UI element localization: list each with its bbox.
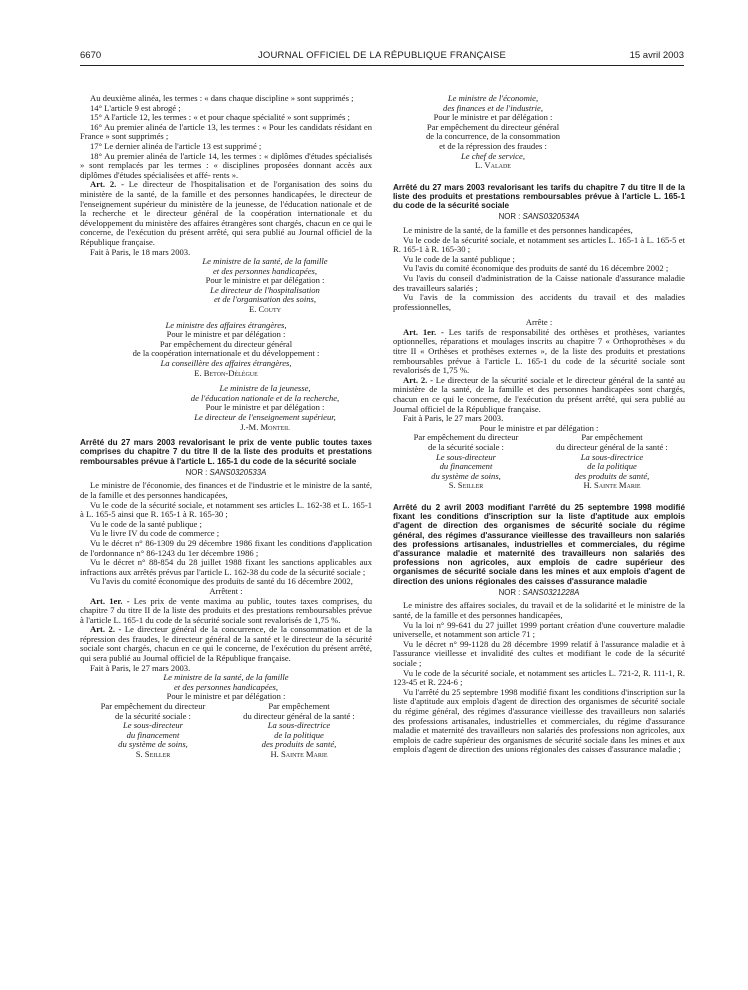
signatory-name: L. Valade (475, 160, 511, 171)
fait-a-paris: Fait à Paris, le 27 mars 2003. (403, 413, 504, 424)
signature-line: Le ministre de la santé, de la famille (163, 672, 289, 683)
paragraph: Vu le code de la sécurité sociale, et notamment ses articles L. 165-1 à L. 165-5 et R. 165-1 à R. 165-30 ; (393, 234, 685, 255)
signature-line: Par empêchement du directeur (413, 432, 519, 443)
signature-line: Pour le ministre et par délégation : (166, 691, 286, 702)
signature-line: Pour le ministre et par délégation : (166, 329, 286, 340)
signature-line: de la sécurité sociale : (115, 710, 191, 721)
decree-title: Arrêté du 27 mars 2003 revalorisant le prix de vente public toutes taxes comprises du chapitre 7 du titre II de la liste des produits et prestations remboursables prévue à l'article L. 165-1 du code de la sécurité sociale (80, 438, 372, 466)
signatory-name: J.-M. Monteil (240, 421, 290, 432)
paragraph: Vu le code de la santé publique ; (90, 518, 202, 529)
header-rule (80, 65, 684, 66)
article-label: Art. 2. - (90, 179, 124, 190)
paragraph: Vu l'avis du conseil d'administration de la Caisse nationale d'assurance maladie des travailleurs salariés ; (393, 272, 685, 293)
paragraph: Le ministre de l'économie, des finances et de l'industrie et le ministre de la santé, de la famille et des personnes handicapées, (80, 480, 372, 500)
signature-block-sante (80, 257, 372, 315)
paragraph: 18° Au premier alinéa de l'article 14, les termes : « diplômes d'études spécialisés » sont remplacés par les termes : « disciplines proposées donnant accès aux diplômes d'études spécialisées et affé- rents ». (80, 150, 372, 180)
dual-signature (393, 433, 685, 491)
paragraph: Vu le code de la sécurité sociale, et notamment ses articles L. 162-38 et L. 165-1 à L. 165-5 ainsi que R. 165-1 à R. 165-30 ; (80, 499, 372, 520)
signature-left (393, 433, 539, 491)
signature-line: Le ministre de la jeunesse, (219, 383, 311, 394)
fait-a-paris: Fait à Paris, le 18 mars 2003. (90, 246, 191, 257)
paragraph: Vu le code de la santé publique ; (403, 253, 515, 264)
signature-right (226, 702, 372, 760)
signature-line: du directeur général de la santé : (556, 442, 668, 453)
signature-line: Pour le ministre et par délégation : (433, 112, 553, 123)
signature-block-affaires-etrangeres (80, 321, 372, 379)
signatory-name: H. Sainte Marie (270, 749, 328, 760)
signature-line: du financement (439, 461, 493, 472)
paragraph: 14° L'article 9 est abrogé ; (90, 102, 181, 113)
fait-a-paris: Fait à Paris, le 27 mars 2003. (90, 662, 191, 673)
paragraph: 16° Au premier alinéa de l'article 13, les termes : « Pour les candidats résidant en France » sont supprimés ; (80, 121, 372, 142)
signature-line: Par empêchement (581, 432, 643, 443)
signature-line: du système de soins, (118, 739, 188, 750)
signature-line: Pour le ministre et par délégation : (479, 422, 599, 433)
article-1 (393, 328, 685, 376)
signature-line: Le sous-directeur (122, 720, 184, 731)
signatory-name: E. Beton-Délègue (194, 367, 258, 378)
signature-line: Le ministre des affaires étrangères, (165, 319, 287, 330)
article-text: Le directeur de l'hospitalisation et de l'organisation des soins du ministère de la santé, de la famille et des personnes handicapées, le directeur de l'enseignement supérieur du ministère de la jeunesse, de l'éducation nationale et de la recherche et le directeur général de la coopération internationale et du développement du ministère des affaires étrangères sont chargés, chacun en ce qui le concerne, de l'exécution du présent arrêté, qui sera publié au Journal officiel de la République française. (80, 179, 373, 247)
signature-line: de la coopération internationale et du développement : (132, 348, 320, 359)
signature-line: Par empêchement du directeur (100, 701, 206, 712)
signature-line: Le directeur de l'hospitalisation (210, 284, 320, 295)
article-2 (80, 180, 372, 247)
signature-line: Pour le ministre et par délégation : (205, 402, 325, 413)
decree-title: Arrêté du 2 avril 2003 modifiant l'arrêté du 25 septembre 1998 modifié fixant les conditions d'inscription sur la liste d'aptitude aux emplois d'agent de direction des organismes de sécurité sociale du régime général, des régimes d'assurance vieillesse des travailleurs non salariés des professions artisanales, industrielles et commerciales, du régime d'assurance maladie et maternité des travailleurs non salariés des professions non agricoles, aux emplois de cadre supérieur des organismes de sécurité sociale dans les mines et aux emplois d'agent de direction des unions régionales des caisses d'assurance maladie (393, 502, 685, 586)
page-number: 6670 (80, 50, 102, 61)
article-text: Les tarifs de responsabilité des orthèses et prothèses, variantes optionnelles, réparations et moulages inscrits au chapitre 7 « Orthoprothèses » du titre II « Orthèses et prothèses externes », de la liste des produits et prestations remboursables prévue à l'article L. 165-1 du code de la sécurité sociale sont revalorisés de 1,75 %. (393, 326, 685, 376)
article-label: Art. 1er. - (403, 326, 444, 337)
signature-line: des produits de santé, (574, 470, 650, 481)
paragraph: Vu l'avis du comité économique des produits de santé du 16 décembre 2002 ; (403, 263, 669, 274)
paragraph: Le ministre de la santé, de la famille et des personnes handicapées, (403, 224, 633, 235)
signature-block-jeunesse (80, 384, 372, 432)
paragraph: Vu le décret n° 88-854 du 28 juillet 1988 fixant les sanctions applicables aux infractions aux arrêtés prévus par l'article L. 162-38 du code de la sécurité sociale ; (80, 557, 372, 577)
signature-line: de la sécurité sociale : (428, 442, 504, 453)
decree-title: Arrêté du 27 mars 2003 revalorisant les tarifs du chapitre 7 du titre II de la liste des produits et prestations remboursables prévue à l'article L. 165-1 du code de la sécurité sociale (393, 182, 685, 211)
nor-label: NOR : (185, 467, 208, 477)
nor-label: NOR : (498, 587, 521, 597)
paragraph: Vu le décret n° 99-1128 du 28 décembre 1999 relatif à l'assurance maladie et à l'assurance vieillesse et invalidité des cultes et modifiant le code de la sécurité sociale ; (393, 638, 685, 668)
signature-line: de la concurrence, de la consommation (425, 131, 561, 142)
article-label: Art. 2. - (90, 624, 122, 635)
arrete: Arrête : (525, 317, 553, 328)
article-text: Le directeur général de la concurrence, de la consommation et de la répression des fraudes, le directeur général de la santé et le directeur de la sécurité sociale sont chargés, chacun en ce qui le concerne, de l'exécution du présent arrêté, qui sera publié au Journal officiel de la République française. (80, 624, 372, 664)
page-header (80, 50, 684, 64)
signature-line: Par empêchement du directeur général (426, 121, 560, 132)
signatory-name: H. Sainte Marie (583, 480, 641, 491)
journal-title: JOURNAL OFFICIEL DE LA RÉPUBLIQUE FRANÇAISE (257, 50, 507, 61)
article-2 (393, 376, 685, 414)
nor-code: SANS0320534A (522, 212, 580, 222)
signature-line: Le chef de service, (461, 150, 525, 161)
signature-line: et de la répression des fraudes : (439, 140, 547, 151)
paragraph: Vu l'avis de la commission des accidents du travail et des maladies professionnelles, (393, 292, 685, 312)
signature-line: et des personnes handicapées, (212, 265, 318, 276)
dual-signature (80, 702, 372, 760)
signature-line: et des personnes handicapées, (173, 681, 279, 692)
signatory-name: S. Seiller (135, 749, 171, 760)
signature-left (80, 702, 226, 760)
signature-line: de la politique (274, 729, 324, 740)
paragraph: Vu le livre IV du code de commerce ; (90, 528, 220, 539)
article-text: Les prix de vente maxima au public, toutes taxes comprises, du chapitre 7 du titre II de la liste des produits et des prestations remboursables prévue à l'article L. 165-1 du code de la sécurité sociale sont revalorisés de 1,75 %. (80, 595, 372, 625)
signature-line: La conseillère des affaires étrangères, (160, 358, 292, 369)
article-label: Art. 1er. - (90, 595, 130, 606)
signature-line: La sous-directrice (580, 451, 644, 462)
signature-block-economie (393, 94, 593, 171)
signature-line: de l'éducation nationale et de la recherche, (190, 392, 340, 403)
signature-line: La sous-directrice (267, 720, 331, 731)
nor-code: SANS0320533A (209, 467, 267, 477)
signature-line: des finances et de l'industrie, (443, 102, 543, 113)
signature-line: de la politique (587, 461, 637, 472)
signature-line: Par empêchement du directeur général (159, 338, 293, 349)
article-1 (80, 597, 372, 626)
issue-date: 15 avril 2003 (629, 50, 684, 61)
signature-line: du directeur général de la santé : (243, 710, 355, 721)
right-column (393, 94, 685, 755)
signatory-name: E. Couty (249, 304, 281, 315)
signature-line: Le sous-directeur (435, 451, 497, 462)
signature-line: Le ministre de l'économie, (447, 93, 539, 103)
nor-reference (393, 588, 685, 598)
signature-line: du financement (126, 729, 180, 740)
left-column (80, 94, 372, 760)
signature-line: du système de soins, (431, 470, 501, 481)
signature-line: Le directeur de l'enseignement supérieur, (194, 412, 336, 422)
nor-code: SANS0321228A (522, 587, 580, 597)
signature-right (539, 433, 685, 491)
nor-reference (80, 468, 372, 478)
signatory-name: S. Seiller (448, 480, 484, 491)
nor-reference (393, 212, 685, 222)
article-text: Le directeur de la sécurité sociale et le directeur général de la santé au ministère de la santé, de la famille et des personnes handicapées sont chargés, chacun en ce qui le concerne, de l'exécution du présent arrêté, qui sera publié au Journal officiel de la République française. (393, 374, 686, 414)
signature-line: Pour le ministre et par délégation : (205, 275, 325, 286)
signature-line: Par empêchement (268, 701, 330, 712)
paragraph: 17° Le dernier alinéa de l'article 13 est supprimé ; (90, 140, 262, 151)
paragraph: Vu le code de la sécurité sociale, et notamment ses articles L. 721-2, R. 111-1, R. 123-45 et R. 224-6 ; (393, 667, 685, 688)
paragraph: Vu le décret n° 86-1309 du 29 décembre 1986 fixant les conditions d'application de l'ordonnance n° 86-1243 du 1er décembre 1986 ; (80, 537, 372, 558)
paragraph: Vu l'arrêté du 25 septembre 1998 modifié fixant les conditions d'inscription sur la liste d'aptitude aux emplois d'agent de direction des organismes de sécurité sociale du régime général, des régimes d'assurance vieillesse des travailleurs non salariés des professions artisanales, industrielles et commerciales, du régime d'assurance maladie et maternité des travailleurs non salariés des professions non agricoles, aux emplois de cadre supérieur des organismes de sécurité sociale dans les mines et aux emplois d'agent de direction des unions régionales des caisses d'assurance maladie ; (393, 686, 685, 755)
signature-line: et de l'organisation des soins, (213, 294, 317, 305)
signature-line: des produits de santé, (261, 739, 337, 750)
nor-label: NOR : (498, 212, 521, 222)
article-label: Art. 2. - (403, 374, 433, 385)
paragraph: Le ministre des affaires sociales, du travail et de la solidarité et le ministre de la santé, de la famille et des personnes handicapées, (393, 600, 685, 620)
article-2 (80, 625, 372, 663)
signature-line: Le ministre de la santé, de la famille (202, 256, 328, 267)
paragraph: Vu l'avis du comité économique des produits de santé du 16 décembre 2002, (90, 576, 353, 587)
paragraph: Vu la loi n° 99-641 du 27 juillet 1999 portant création d'une couverture maladie universelle, et notamment son article 71 ; (393, 619, 685, 640)
paragraph: 15° A l'article 12, les termes : « et pour chaque spécialité » sont supprimés ; (90, 112, 350, 123)
arretent: Arrêtent : (209, 585, 243, 596)
paragraph: Au deuxième alinéa, les termes : « dans chaque discipline » sont supprimés ; (90, 93, 354, 103)
